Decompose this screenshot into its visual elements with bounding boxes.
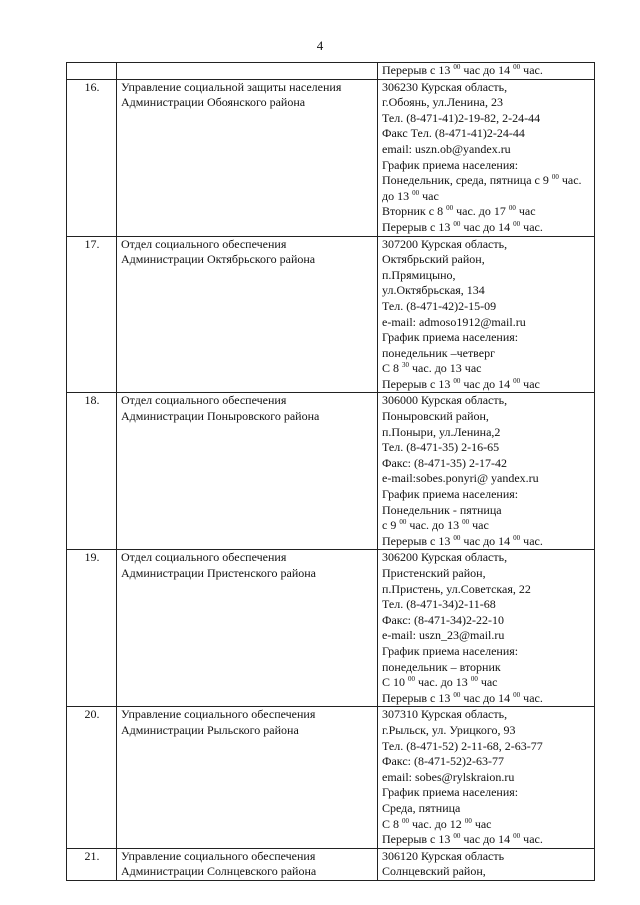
minutes-superscript: 00 xyxy=(453,690,461,699)
minutes-superscript: 00 xyxy=(513,690,521,699)
contact-line xyxy=(382,707,591,723)
contact-text: График приема населения: xyxy=(382,487,519,502)
contact-text: п.Поныри, ул.Ленина,2 xyxy=(382,424,501,439)
contact-text: час xyxy=(477,675,498,690)
contact-text: час до 14 xyxy=(460,690,514,705)
contact-text: 306230 Курская область, xyxy=(382,79,508,94)
contact-line xyxy=(382,158,591,174)
row-number: 17. xyxy=(67,236,117,393)
contact-line xyxy=(382,220,591,236)
contact-text: Перерыв с 13 xyxy=(382,533,454,548)
contact-text: Перерыв с 13 xyxy=(382,219,454,234)
contact-text: С 10 xyxy=(382,675,409,690)
contact-line xyxy=(382,126,591,142)
contact-text: Перерыв с 13 xyxy=(382,63,454,77)
contact-text: ул.Октябрьская, 134 xyxy=(382,283,485,298)
contact-info-cell xyxy=(378,550,595,707)
contact-text: час. до 17 xyxy=(453,204,509,219)
contact-text: 307310 Курская область, xyxy=(382,707,508,722)
minutes-superscript: 00 xyxy=(446,204,454,213)
contact-line xyxy=(382,801,591,817)
contact-text: понедельник –четверг xyxy=(382,345,496,360)
contact-text: г.Рыльск, ул. Урицкого, 93 xyxy=(382,722,516,737)
organization-name-line: Отдел социального обеспечения xyxy=(121,393,287,408)
organization-name-line: Управление социального обеспечения xyxy=(121,707,316,722)
contact-text: График приема населения: xyxy=(382,157,519,172)
minutes-superscript: 00 xyxy=(453,376,461,385)
minutes-superscript: 00 xyxy=(453,533,461,542)
row-number: 18. xyxy=(67,393,117,550)
minutes-superscript: 00 xyxy=(513,219,521,228)
organization-name-cell xyxy=(117,848,378,880)
contact-line xyxy=(382,613,591,629)
contact-text: п.Пристень, ул.Советская, 22 xyxy=(382,581,531,596)
contact-line xyxy=(382,487,591,503)
contact-line xyxy=(382,691,591,707)
contact-line xyxy=(382,346,591,362)
contact-text: Тел. (8-471-41)2-19-82, 2-24-44 xyxy=(382,110,541,125)
organizations-table xyxy=(66,62,595,881)
contact-line xyxy=(382,330,591,346)
contact-line xyxy=(382,361,591,377)
organization-name-cell xyxy=(117,550,378,707)
minutes-superscript: 00 xyxy=(412,188,420,197)
contact-text: час xyxy=(471,816,492,831)
contact-info-cell xyxy=(378,63,595,80)
contact-text: час. xyxy=(520,533,543,548)
contact-line xyxy=(382,283,591,299)
contact-line xyxy=(382,518,591,534)
contact-text: e-mail: admoso1912@mail.ru xyxy=(382,314,526,329)
contact-info-cell xyxy=(378,848,595,880)
table-row xyxy=(67,79,595,236)
contact-text: С 8 xyxy=(382,816,403,831)
table-row xyxy=(67,236,595,393)
row-number xyxy=(67,63,117,80)
table-row xyxy=(67,848,595,880)
contact-text: График приема населения: xyxy=(382,643,519,658)
organization-name-cell xyxy=(117,393,378,550)
organization-name-line: Отдел социального обеспечения xyxy=(121,236,287,251)
contact-line xyxy=(382,315,591,331)
contact-text: понедельник – вторник xyxy=(382,659,501,674)
contact-text: Перерыв с 13 xyxy=(382,832,454,847)
contact-line xyxy=(382,456,591,472)
contact-line xyxy=(382,675,591,691)
minutes-superscript: 00 xyxy=(513,376,521,385)
contact-text: час. xyxy=(558,173,582,188)
contact-line xyxy=(382,63,591,79)
minutes-superscript: 00 xyxy=(453,63,461,71)
contact-text: час. до 13 xyxy=(406,518,463,533)
row-number: 21. xyxy=(67,848,117,880)
organization-name-line: Управление социальной защиты населения xyxy=(121,79,342,94)
contact-text: Тел. (8-471-52) 2-11-68, 2-63-77 xyxy=(382,738,543,753)
contact-text: час. xyxy=(520,63,543,77)
contact-line xyxy=(382,204,591,220)
contact-line xyxy=(382,754,591,770)
row-number: 19. xyxy=(67,550,117,707)
contact-text: час до 14 xyxy=(460,376,514,391)
minutes-superscript: 00 xyxy=(551,173,559,182)
contact-text: Тел. (8-471-35) 2-16-65 xyxy=(382,440,500,455)
contact-line xyxy=(382,582,591,598)
contact-line xyxy=(382,425,591,441)
table-row xyxy=(67,63,595,80)
contact-line xyxy=(382,739,591,755)
contact-text: Пристенский район, xyxy=(382,566,486,580)
contact-text: Вторник с 8 xyxy=(382,204,447,219)
contact-text: час xyxy=(520,376,540,391)
organization-name-line: Администрации Поныровского района xyxy=(121,409,320,424)
contact-line xyxy=(382,142,591,158)
minutes-superscript: 00 xyxy=(513,533,521,542)
contact-line xyxy=(382,189,591,205)
contact-line xyxy=(382,173,591,189)
contact-text: email: uszn.ob@yandex.ru xyxy=(382,141,511,156)
contact-text: час. xyxy=(520,690,543,705)
contact-text: 306000 Курская область, xyxy=(382,393,508,408)
contact-line xyxy=(382,268,591,284)
contact-text: e-mail:sobes.ponyri@ yandex.ru xyxy=(382,471,539,486)
contact-text: час. xyxy=(520,832,543,847)
contact-text: с 9 xyxy=(382,518,400,533)
contact-line xyxy=(382,534,591,550)
contact-info-cell xyxy=(378,393,595,550)
contact-text: Поныровский район, xyxy=(382,409,489,424)
contact-line xyxy=(382,471,591,487)
contact-text: час xyxy=(469,518,489,533)
table-body xyxy=(67,63,595,881)
page-number: 4 xyxy=(316,38,324,53)
organization-name-line: Администрации Рыльского района xyxy=(121,722,299,737)
contact-line xyxy=(382,644,591,660)
table-row xyxy=(67,393,595,550)
contact-text: час. до 13 xyxy=(415,675,471,690)
organization-name-cell xyxy=(117,707,378,848)
contact-text: до 13 xyxy=(382,188,413,203)
organization-name-line: Администрации Обоянского района xyxy=(121,95,306,110)
organization-name-cell xyxy=(117,236,378,393)
contact-line xyxy=(382,95,591,111)
minutes-superscript: 00 xyxy=(462,518,470,527)
contact-line xyxy=(382,111,591,127)
contact-text: Перерыв с 13 xyxy=(382,690,454,705)
organization-name-cell xyxy=(117,79,378,236)
contact-line xyxy=(382,723,591,739)
minutes-superscript: 00 xyxy=(508,204,516,213)
contact-line xyxy=(382,377,591,393)
contact-line xyxy=(382,770,591,786)
table-row xyxy=(67,707,595,848)
contact-line xyxy=(382,252,591,268)
contact-line xyxy=(382,503,591,519)
contact-text: Тел. (8-471-34)2-11-68 xyxy=(382,597,496,612)
contact-text: час xyxy=(515,204,536,219)
contact-text: час. xyxy=(520,219,543,234)
contact-line xyxy=(382,817,591,833)
contact-text: Солнцевский район, xyxy=(382,864,486,879)
contact-info-cell xyxy=(378,79,595,236)
contact-text: час. до 13 час xyxy=(409,361,482,376)
contact-text: Понедельник, среда, пятница с 9 xyxy=(382,173,552,188)
minutes-superscript: 00 xyxy=(453,832,461,841)
contact-line xyxy=(382,785,591,801)
minutes-superscript: 00 xyxy=(408,675,416,684)
contact-line xyxy=(382,550,591,566)
minutes-superscript: 00 xyxy=(513,832,521,841)
contact-text: Среда, пятница xyxy=(382,800,461,815)
organization-name-line: Отдел социального обеспечения xyxy=(121,550,287,565)
contact-text: Факс: (8-471-52)2-63-77 xyxy=(382,754,504,769)
contact-text: час до 14 xyxy=(460,219,514,234)
minutes-superscript: 00 xyxy=(402,816,410,825)
contact-info-cell xyxy=(378,707,595,848)
contact-text: час до 14 xyxy=(460,832,514,847)
organization-name-line: Администрации Солнцевского района xyxy=(121,864,317,879)
contact-text: Тел. (8-471-42)2-15-09 xyxy=(382,298,497,313)
contact-text: Факс: (8-471-34)2-22-10 xyxy=(382,612,504,627)
contact-text: Перерыв с 13 xyxy=(382,376,454,391)
minutes-superscript: 30 xyxy=(402,361,410,370)
contact-text: п.Прямицыно, xyxy=(382,267,456,282)
contact-line xyxy=(382,832,591,848)
contact-line xyxy=(382,566,591,582)
contact-text: час. до 12 xyxy=(409,816,465,831)
contact-text: Факс Тел. (8-471-41)2-24-44 xyxy=(382,126,525,141)
contact-line xyxy=(382,299,591,315)
contact-text: час xyxy=(419,188,439,203)
minutes-superscript: 00 xyxy=(399,518,407,527)
contact-text: email: sobes@rylskraion.ru xyxy=(382,769,515,784)
contact-text: 306120 Курская область xyxy=(382,848,505,863)
row-number: 16. xyxy=(67,79,117,236)
contact-text: График приема населения: xyxy=(382,330,519,345)
contact-info-cell xyxy=(378,236,595,393)
minutes-superscript: 00 xyxy=(513,63,521,71)
contact-text: час до 14 xyxy=(460,63,514,77)
minutes-superscript: 00 xyxy=(453,219,461,228)
contact-line xyxy=(382,597,591,613)
contact-line xyxy=(382,864,591,880)
contact-line xyxy=(382,628,591,644)
contact-line xyxy=(382,237,591,253)
contact-text: Факс: (8-471-35) 2-17-42 xyxy=(382,455,507,470)
minutes-superscript: 00 xyxy=(464,816,472,825)
organization-name-cell xyxy=(117,63,378,80)
contact-text: e-mail: uszn_23@mail.ru xyxy=(382,628,505,643)
contact-line xyxy=(382,393,591,409)
contact-line xyxy=(382,849,591,865)
contact-text: График приема населения: xyxy=(382,785,519,800)
contact-line xyxy=(382,660,591,676)
contact-line xyxy=(382,409,591,425)
contact-text: С 8 xyxy=(382,361,403,376)
contact-line xyxy=(382,80,591,96)
contact-text: Октябрьский район, xyxy=(382,252,485,267)
contact-text: час до 14 xyxy=(460,533,514,548)
organization-name-line: Администрации Пристенского района xyxy=(121,566,317,580)
minutes-superscript: 00 xyxy=(470,675,478,684)
row-number: 20. xyxy=(67,707,117,848)
organization-name-line: Администрации Октябрьского района xyxy=(121,252,316,267)
contact-text: Понедельник - пятница xyxy=(382,502,502,517)
organization-name-line: Управление социального обеспечения xyxy=(121,848,316,863)
contact-text: г.Обоянь, ул.Ленина, 23 xyxy=(382,95,503,110)
contact-text: 307200 Курская область, xyxy=(382,236,508,251)
table-row xyxy=(67,550,595,707)
contact-line xyxy=(382,440,591,456)
contact-text: 306200 Курская область, xyxy=(382,550,508,565)
